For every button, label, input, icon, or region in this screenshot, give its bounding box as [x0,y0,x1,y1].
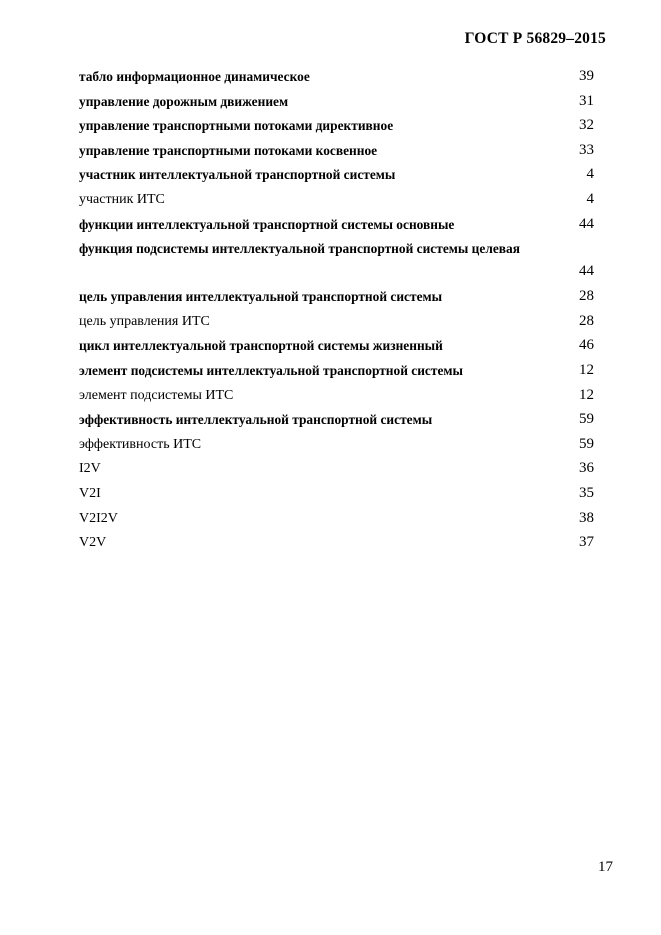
index-page-ref: 44 [579,263,594,280]
index-page-ref: 37 [579,534,594,551]
index-page-ref: 12 [579,361,594,378]
index-page-ref: 36 [579,460,594,477]
index-entry [79,335,594,360]
index-page-ref: 31 [579,92,594,109]
index-entry [79,189,594,214]
index-term: участник интеллектуальной транспортной системы [79,167,396,183]
index-entry [79,508,594,533]
index-entry [79,286,594,311]
index-entry [79,238,594,282]
alphabetical-index [79,66,594,557]
index-term: элемент подсистемы интеллектуальной транспортной системы [79,362,463,378]
index-term: цель управления интеллектуальной транспортной системы [79,289,443,305]
index-term: управление транспортными потоками косвенное [79,142,378,158]
index-term: эффективность интеллектуальной транспортной системы [79,412,433,428]
index-entry [79,483,594,508]
index-page-ref: 38 [579,509,594,526]
index-page-ref: 12 [579,386,594,403]
index-entry [79,434,594,459]
index-page-ref: 59 [579,435,594,452]
index-page-ref: 44 [579,215,594,232]
index-page-ref: 39 [579,68,594,84]
index-entry [79,164,594,189]
index-page-ref: 33 [579,141,594,158]
index-term: цель управления ИТС [79,313,210,329]
index-term: управление дорожным движением [79,93,289,109]
index-term: участник ИТС [79,191,165,207]
index-term: I2V [79,461,101,477]
page-number: 17 [598,859,613,875]
index-entry [79,360,594,385]
index-entry [79,214,594,239]
index-page-ref: 59 [579,411,594,428]
index-page-ref: 4 [586,190,594,207]
index-page-ref: 28 [579,288,594,305]
document-header: ГОСТ Р 56829–2015 [464,30,606,47]
index-term: V2V [79,535,107,551]
index-entry [79,311,594,336]
index-page-ref: 32 [579,117,594,134]
index-entry [79,66,594,91]
index-entry [79,458,594,483]
index-term: цикл интеллектуальной транспортной системы жизненный [79,338,443,354]
index-term: элемент подсистемы ИТС [79,387,234,403]
index-term: функция подсистемы интеллектуальной транспортной системы целевая [79,241,520,257]
index-page-ref: 4 [586,166,594,183]
index-term: функции интеллектуальной транспортной системы основные [79,216,455,232]
index-term: V2I2V [79,510,118,526]
index-term: управление транспортными потоками директивное [79,118,394,134]
index-term: эффективность ИТС [79,436,202,452]
index-page-ref: 35 [579,484,594,501]
index-page-ref: 46 [579,337,594,354]
index-entry [79,385,594,410]
index-page-ref: 28 [579,312,594,329]
index-entry [79,140,594,165]
index-entry [79,409,594,434]
index-entry [79,532,594,557]
index-entry [79,91,594,116]
index-term: V2I [79,485,101,501]
index-entry [79,115,594,140]
index-term: табло информационное динамическое [79,69,310,84]
